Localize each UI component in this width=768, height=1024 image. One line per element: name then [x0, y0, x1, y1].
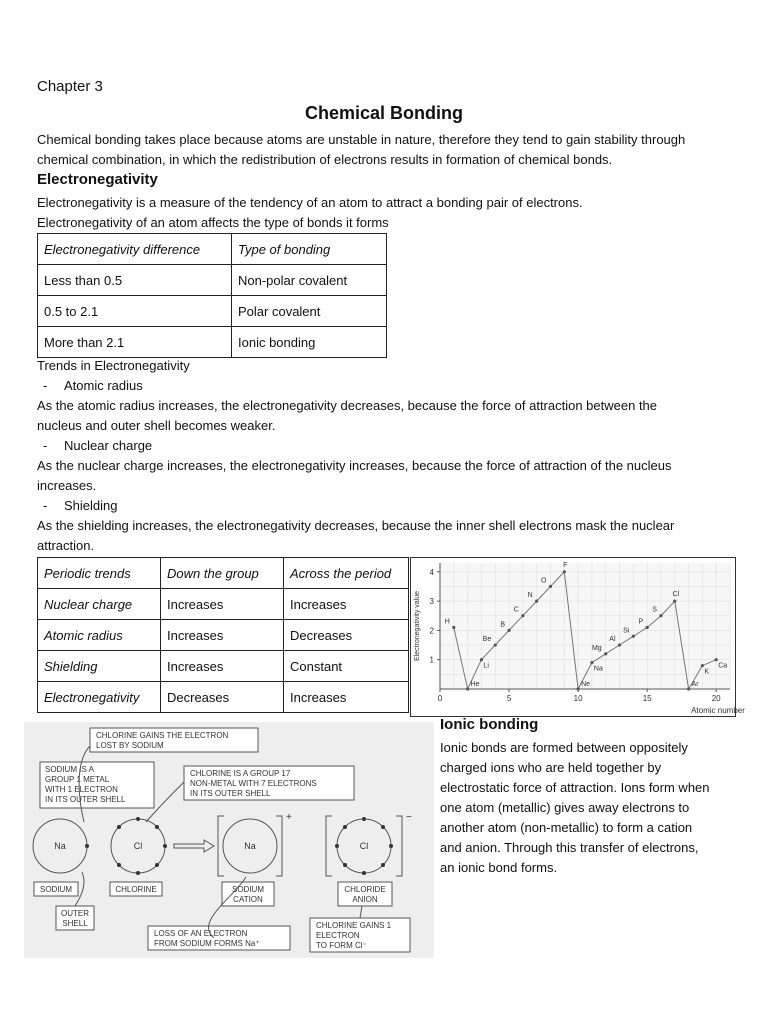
x-tick-label: 10 — [573, 694, 583, 703]
table-cell: Nuclear charge — [38, 589, 161, 620]
data-point — [687, 687, 690, 690]
data-label: Mg — [591, 644, 602, 652]
callout-line: LOSS OF AN ELECTRON — [154, 929, 248, 938]
y-axis-title: Electronegativity value — [414, 590, 421, 662]
electron-dot — [117, 825, 121, 829]
trend-explanation — [37, 516, 737, 556]
trend-bullet — [37, 376, 143, 396]
data-point — [618, 643, 621, 646]
table-row — [38, 296, 387, 327]
electron-dot — [155, 863, 159, 867]
data-point — [646, 626, 649, 629]
y-tick-label: 1 — [429, 655, 434, 665]
outer-shell-label: OUTER — [61, 909, 89, 918]
ionic-line: another atom (non-metallic) to form a cation — [440, 820, 693, 835]
table-cell: 0.5 to 2.1 — [38, 296, 232, 327]
electron-dot — [117, 863, 121, 867]
ionic-bonding-paragraph — [440, 738, 740, 878]
data-point — [535, 599, 538, 602]
chart-plot-area — [440, 563, 730, 689]
electronegativity-heading: Electronegativity — [37, 171, 158, 188]
table-cell: Decreases — [161, 682, 284, 713]
table-header-cell: Across the period — [284, 558, 409, 589]
data-label: S — [652, 606, 657, 614]
table-cell: Shielding — [38, 651, 161, 682]
x-tick-label: 0 — [437, 694, 443, 703]
electron-dot — [343, 825, 347, 829]
data-point — [466, 687, 469, 690]
trend-bullet — [37, 496, 118, 516]
bullet-dash: - — [43, 378, 48, 393]
data-point — [604, 652, 607, 655]
data-label: C — [513, 606, 519, 614]
data-label: Ar — [691, 681, 699, 688]
electron-dot — [85, 844, 89, 848]
anion-label: ANION — [352, 895, 378, 904]
callout-line: SODIUM IS A — [45, 765, 94, 774]
data-label: He — [470, 681, 480, 688]
electronegativity-bond-note: Electronegativity of an atom affects the type of bonds it forms — [37, 215, 389, 230]
sodium-label: SODIUM — [40, 885, 72, 894]
trends-heading: Trends in Electronegativity — [37, 358, 190, 373]
callout-line: NON-METAL WITH 7 ELECTRONS — [190, 779, 317, 788]
bullet-dash: - — [43, 498, 48, 513]
electron-dot — [381, 825, 385, 829]
y-tick-label: 3 — [429, 597, 434, 607]
table-cell: Increases — [161, 651, 284, 682]
callout-line: WITH 1 ELECTRON — [45, 785, 118, 794]
electronegativity-chart — [410, 557, 745, 717]
table-header-cell: Periodic trends — [38, 558, 161, 589]
data-label: O — [541, 577, 547, 585]
electronegativity-definition: Electronegativity is a measure of the tendency of an atom to attract a bonding pair of electrons. — [37, 195, 583, 210]
table-row — [38, 620, 409, 651]
y-tick-label: 2 — [429, 626, 434, 636]
table-cell: Non-polar covalent — [232, 265, 387, 296]
table-row — [38, 265, 387, 296]
trend-label: Shielding — [64, 498, 118, 513]
table-cell: Increases — [284, 682, 409, 713]
table-header-row — [38, 234, 387, 265]
data-point — [521, 614, 524, 617]
trend-bullet — [37, 436, 152, 456]
bullet-dash: - — [43, 438, 48, 453]
data-label: K — [704, 668, 710, 676]
data-point — [701, 664, 704, 667]
trend-label: Atomic radius — [64, 378, 143, 393]
table-header-cell: Electronegativity difference — [38, 234, 232, 265]
chapter-label: Chapter 3 — [37, 78, 103, 95]
callout-line: GROUP 1 METAL — [45, 775, 110, 784]
data-point — [659, 614, 662, 617]
data-label: Be — [482, 636, 492, 644]
ionic-line: one atom (metallic) gives away electrons to — [440, 800, 690, 815]
data-label: Ne — [581, 681, 591, 688]
chlorine-label: CHLORINE — [115, 885, 157, 894]
x-tick-label: 20 — [711, 694, 721, 703]
electron-dot — [136, 871, 140, 875]
data-point — [549, 585, 552, 588]
table-cell: Ionic bonding — [232, 327, 387, 358]
trend-explanation — [37, 456, 737, 496]
data-point — [507, 629, 510, 632]
x-tick-label: 5 — [506, 694, 512, 703]
table-cell: Constant — [284, 651, 409, 682]
data-label: Cl — [672, 591, 680, 599]
cation-charge: + — [286, 812, 292, 823]
data-label: Na — [593, 665, 603, 673]
trend-line: As the atomic radius increases, the electronegativity decreases, because the force of attraction between the — [37, 398, 658, 413]
electron-dot — [155, 825, 159, 829]
table-header-cell: Down the group — [161, 558, 284, 589]
data-label: H — [444, 618, 450, 626]
table-cell: Electronegativity — [38, 682, 161, 713]
trend-line: increases. — [37, 478, 97, 493]
data-point — [576, 687, 579, 690]
chlorine-symbol: Cl — [133, 841, 143, 851]
data-label: N — [527, 592, 533, 600]
callout-line: TO FORM Cl⁻ — [316, 941, 367, 950]
callout-line: IN ITS OUTER SHELL — [190, 789, 271, 798]
table-cell: Increases — [161, 589, 284, 620]
data-point — [632, 635, 635, 638]
electron-dot — [136, 817, 140, 821]
page-title: Chemical Bonding — [304, 103, 463, 123]
ionic-bonding-heading: Ionic bonding — [440, 716, 539, 733]
table-header-cell: Type of bonding — [232, 234, 387, 265]
cation-label: CATION — [233, 895, 263, 904]
ionic-line: Ionic bonds are formed between oppositely — [440, 740, 688, 755]
anion-charge: − — [406, 812, 412, 823]
cation-label: SODIUM — [232, 885, 264, 894]
electron-dot — [335, 844, 339, 848]
ionic-line: charged ions who are held together by — [440, 760, 662, 775]
trend-line: As the shielding increases, the electronegativity decreases, because the inner shell electrons mask the nuclear — [37, 518, 675, 533]
data-point — [673, 599, 676, 602]
data-point — [590, 661, 593, 664]
callout-line: CHLORINE IS A GROUP 17 — [190, 769, 291, 778]
table-cell: More than 2.1 — [38, 327, 232, 358]
data-label: Al — [609, 636, 616, 644]
outer-shell-label: SHELL — [62, 919, 88, 928]
intro-line: chemical combination, in which the redistribution of electrons results in formation of chemical bonds. — [37, 152, 613, 167]
table-cell: Less than 0.5 — [38, 265, 232, 296]
data-point — [563, 570, 566, 573]
ionic-bonding-diagram — [24, 722, 434, 958]
electron-dot — [389, 844, 393, 848]
intro-line: Chemical bonding takes place because atoms are unstable in nature, therefore they tend to gain stability through — [37, 132, 686, 147]
trend-line: attraction. — [37, 538, 95, 553]
table-row — [38, 682, 409, 713]
ionic-line: an ionic bond forms. — [440, 860, 558, 875]
anion-symbol: Cl — [359, 841, 369, 851]
trend-label: Nuclear charge — [64, 438, 153, 453]
data-label: Li — [483, 662, 489, 670]
sodium-symbol: Na — [54, 841, 66, 851]
x-tick-label: 15 — [642, 694, 652, 703]
y-tick-label: 4 — [429, 567, 434, 577]
data-label: B — [500, 621, 506, 629]
table-cell: Atomic radius — [38, 620, 161, 651]
ionic-line: electrostatic force of attraction. Ions form when — [440, 780, 710, 795]
trend-line: nucleus and outer shell becomes weaker. — [37, 418, 276, 433]
anion-label: CHLORIDE — [344, 885, 386, 894]
table-cell: Polar covalent — [232, 296, 387, 327]
table-cell: Increases — [284, 589, 409, 620]
data-point — [715, 658, 718, 661]
callout-line: ELECTRON — [316, 931, 360, 940]
bond-type-table — [37, 233, 387, 358]
intro-paragraph — [37, 130, 737, 170]
callout-line: CHLORINE GAINS 1 — [316, 921, 392, 930]
callout-line: LOST BY SODIUM — [96, 741, 164, 750]
data-point — [494, 643, 497, 646]
callout-line: FROM SODIUM FORMS Na⁺ — [154, 939, 260, 948]
x-axis-title: Atomic number — [691, 706, 745, 715]
table-row — [38, 651, 409, 682]
trend-explanation — [37, 396, 737, 436]
cation-symbol: Na — [244, 841, 256, 851]
table-header-row — [38, 558, 409, 589]
trend-line: As the nuclear charge increases, the electronegativity increases, because the force of attraction of the nucleus — [37, 458, 672, 473]
data-point — [452, 626, 455, 629]
ionic-line: and anion. Through this transfer of electrons, — [440, 840, 699, 855]
electron-dot — [362, 871, 366, 875]
periodic-trends-table — [37, 557, 409, 713]
data-label: Ca — [718, 662, 728, 670]
electron-dot — [343, 863, 347, 867]
table-row — [38, 327, 387, 358]
table-row — [38, 589, 409, 620]
electron-dot — [163, 844, 167, 848]
electron-dot — [381, 863, 385, 867]
data-point — [480, 658, 483, 661]
electron-dot — [362, 817, 366, 821]
data-label: F — [563, 561, 568, 569]
table-cell: Decreases — [284, 620, 409, 651]
table-cell: Increases — [161, 620, 284, 651]
data-label: Si — [623, 627, 630, 635]
callout-line: IN ITS OUTER SHELL — [45, 795, 126, 804]
callout-line: CHLORINE GAINS THE ELECTRON — [96, 731, 229, 740]
data-label: P — [638, 618, 644, 626]
